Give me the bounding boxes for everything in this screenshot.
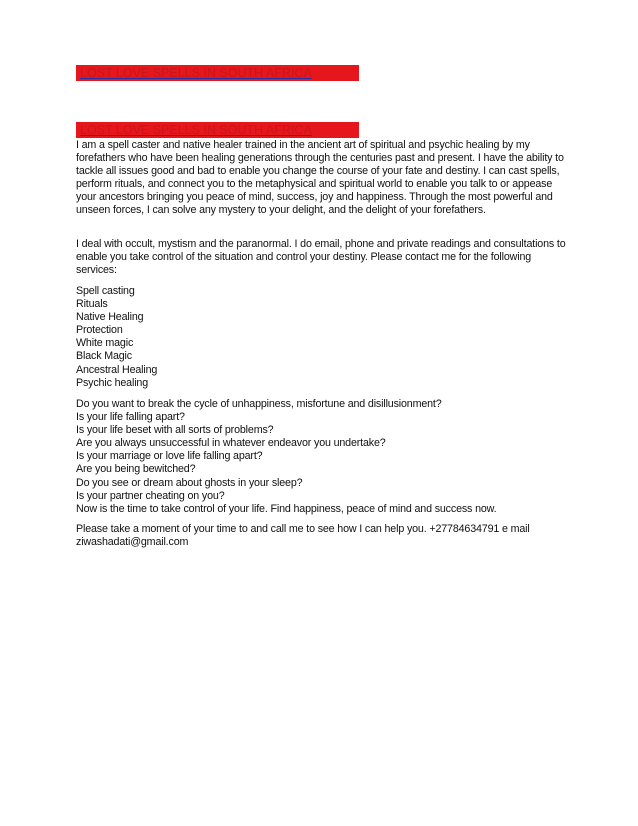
intro-paragraph (76, 139, 566, 218)
services-list (76, 285, 566, 390)
list-item: Is your marriage or love life falling apart? (76, 450, 263, 463)
list-item: Spell casting (76, 285, 135, 297)
list-item: Native Healing (76, 311, 144, 324)
contact-paragraph (76, 523, 566, 549)
list-item: Protection (76, 324, 123, 337)
heading-lost-love-spells-1: LOST LOVE SPELLS IN SOUTH AFRICA (76, 65, 359, 81)
list-item: White magic (76, 337, 134, 350)
heading-lost-love-spells-2: LOST LOVE SPELLS IN SOUTH AFRICA (76, 122, 359, 138)
list-item: Are you always unsuccessful in whatever endeavor you undertake? (76, 437, 386, 450)
list-item: Are you being bewitched? (76, 463, 196, 476)
list-item: Is your partner cheating on you? (76, 489, 225, 502)
list-item: Is your life falling apart? (76, 411, 185, 424)
list-item: Rituals (76, 298, 108, 311)
list-item: Do you see or dream about ghosts in your sleep? (76, 476, 303, 489)
list-item: Now is the time to take control of your life. Find happiness, peace of mind and success now. (76, 502, 497, 515)
list-item: Is your life beset with all sorts of problems? (76, 424, 274, 437)
list-item: Ancestral Healing (76, 363, 158, 376)
questions-list (76, 398, 566, 516)
contact-text: Please take a moment of your time to and call me to see how I can help you. +27784634791 e mail ziwashadati@gmail.com (76, 523, 530, 549)
list-item: Psychic healing (76, 376, 149, 389)
intro-text: I am a spell caster and native healer trained in the ancient art of spiritual and psychic healing by my forefathers who have been healing generations through the centuries past and present. I have the ability to tackle all issues good and bad to enable you change the course of your fate and destiny. I can cast spells, perform rituals, and connect you to the metaphysical and spiritual world to enable you talk to or appease your ancestors bringing you peace of mind, success, joy and happiness. Through the most powerful and unseen forces, I can solve any mystery to your delight, and the delight of your forefathers. (76, 139, 564, 217)
services-text: I deal with occult, mystism and the paranormal. I do email, phone and private readings and consultations to enable you take control of the situation and control your destiny. Please contact me for the following services: (76, 238, 566, 277)
list-item: Do you want to break the cycle of unhappiness, misfortune and disillusionment? (76, 398, 442, 410)
list-item: Black Magic (76, 350, 132, 363)
services-paragraph (76, 238, 566, 277)
